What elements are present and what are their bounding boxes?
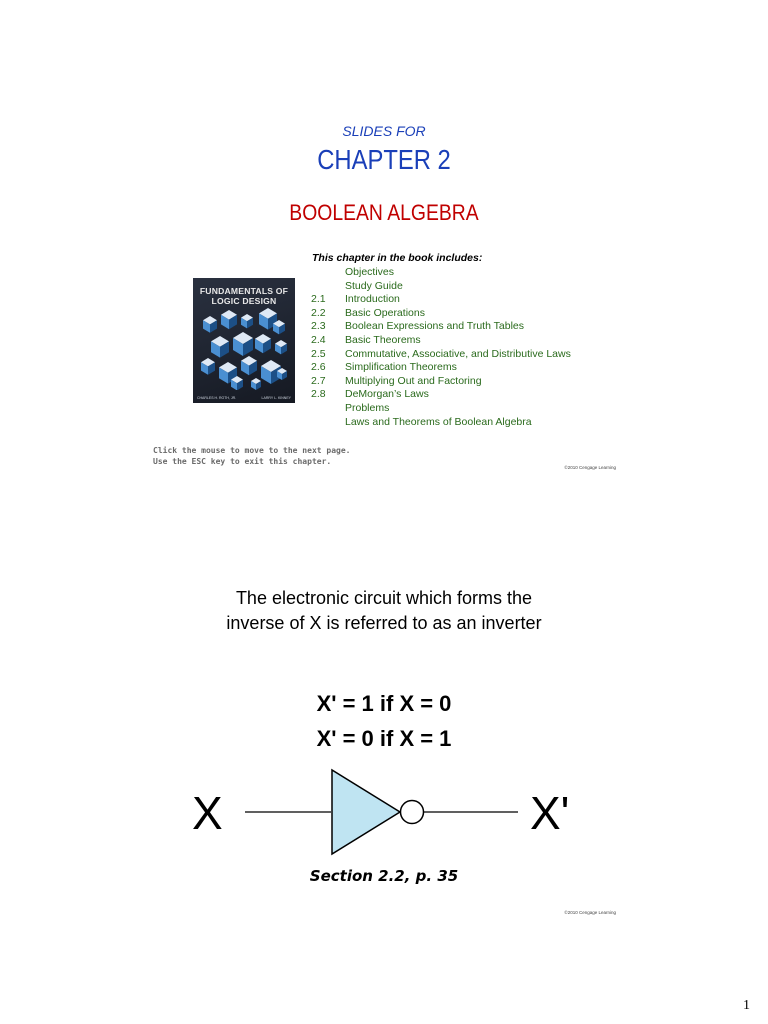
navigation-instructions [153,445,350,467]
rule-line: X' = 1 if X = 0 [316,691,452,716]
toc-section-title: Basic Theorems [345,333,421,346]
inverter-rules [140,686,628,756]
toc-section-title: Simplification Theorems [345,361,457,374]
inverter-description: The electronic circuit which forms the inverse of X is referred to as an inverter [226,588,542,633]
toc-section-title: Multiplying Out and Factoring [345,374,482,387]
inverter-slide [140,570,628,920]
toc-section-title: Boolean Expressions and Truth Tables [345,320,525,333]
book-cover-image [193,278,295,403]
toc-section-number: 2.1 [311,293,326,306]
toc-section-number: 2.2 [311,306,326,319]
toc-section-title: Basic Operations [345,306,425,319]
input-label: X [192,787,223,839]
toc-section-number: 2.3 [311,320,326,333]
toc-section-number: 2.7 [311,374,326,387]
instruction-line: Click the mouse to move to the next page. [153,446,351,455]
toc-section-title: Introduction [345,293,400,306]
toc-section-title: DeMorgan’s Laws [345,388,429,401]
book-cover-title: FUNDAMENTALS OF LOGIC DESIGN [199,286,289,306]
toc-section-title: Commutative, Associative, and Distributive Laws [345,347,571,360]
toc-section-number: 2.5 [311,347,326,360]
toc-section-title: Laws and Theorems of Boolean Algebra [345,415,532,428]
cubes-illustration [197,306,291,390]
toc-section-number: 2.6 [311,361,326,374]
inverter-triangle [332,770,400,854]
chapter-title: BOOLEAN ALGEBRA [289,200,479,225]
copyright-notice: ©2010 Cengage Learning [564,465,616,470]
toc-section-number: 2.4 [311,333,326,346]
toc-section-title: Problems [345,401,390,414]
chapter-heading: CHAPTER 2 [317,144,451,175]
inversion-bubble [401,801,424,824]
title-slide [140,112,628,482]
copyright-notice: ©2010 Cengage Learning [564,910,616,915]
toc-section-number: 2.8 [311,388,326,401]
slides-for-label: SLIDES FOR [342,123,426,139]
instruction-line: Use the ESC key to exit this chapter. [153,457,332,466]
toc-section-title: Study Guide [345,279,403,292]
book-cover-authors: CHARLES H. ROTH, JR. LARRY L. KINNEY [197,396,291,400]
page-number: 1 [743,998,750,1013]
toc-section-title: Objectives [345,266,395,278]
output-label: X' [530,787,570,839]
rule-line: X' = 0 if X = 1 [316,726,452,751]
includes-label: This chapter in the book includes: [312,252,483,264]
section-caption: Section 2.2, p. 35 [309,867,459,885]
